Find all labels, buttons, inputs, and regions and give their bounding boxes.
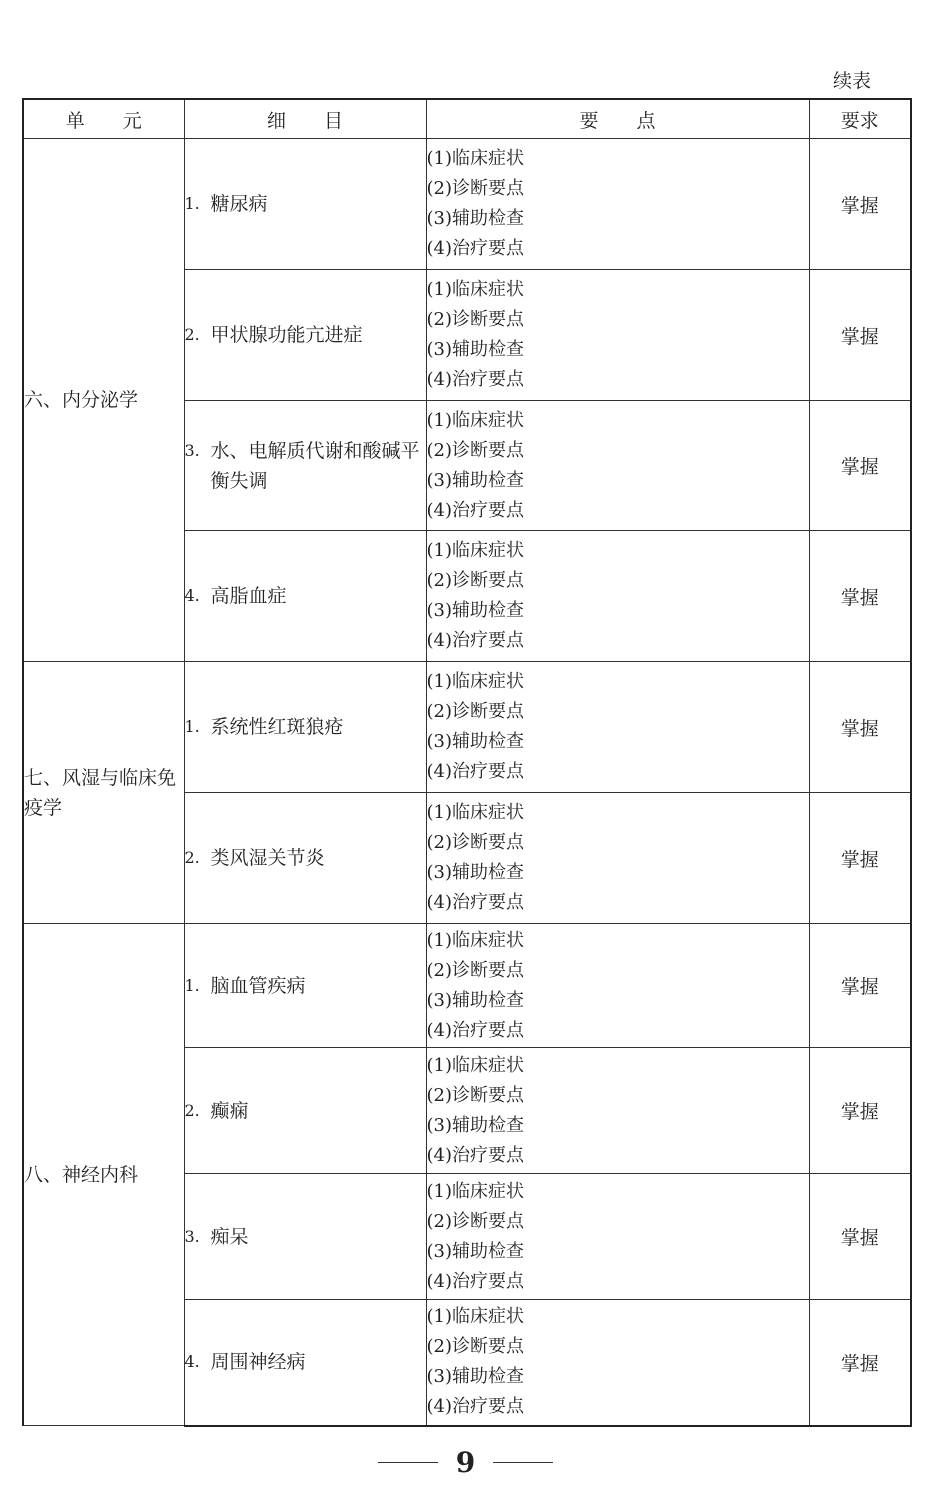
point-line: (3)辅助检查 [426, 731, 524, 752]
item-cell [184, 270, 426, 401]
item-number: 4. [184, 1352, 200, 1372]
points-cell [426, 1048, 809, 1174]
requirement-cell: 掌握 [809, 1048, 911, 1174]
point-line: (2)诊断要点 [426, 701, 524, 722]
point-line: (1)临床症状 [426, 671, 524, 692]
item-number: 2. [184, 325, 200, 344]
point-line: (2)诊断要点 [426, 178, 524, 199]
point-line: (4)治疗要点 [426, 1019, 524, 1041]
item-title: 脑血管疾病 [210, 974, 306, 997]
item-title: 系统性红斑狼疮 [210, 716, 344, 738]
points-cell [426, 924, 809, 1048]
item-title: 癫痫 [210, 1099, 249, 1122]
item-number: 3. [184, 440, 200, 460]
points-cell [426, 1300, 809, 1426]
item-title: 甲状腺功能亢进症 [210, 324, 363, 346]
item-cell [184, 924, 426, 1048]
point-line: (1)临床症状 [426, 540, 524, 561]
requirement-cell: 掌握 [809, 1300, 911, 1426]
item-number: 2. [184, 848, 200, 867]
requirement-cell: 掌握 [809, 270, 911, 401]
unit-cell: 八、神经内科 [23, 924, 184, 1426]
point-line: (2)诊断要点 [426, 1210, 524, 1232]
item-cell [184, 139, 426, 270]
point-line: (1)临床症状 [426, 279, 524, 300]
page-footer [0, 1446, 931, 1479]
point-line: (4)治疗要点 [426, 499, 524, 521]
item-title: 高脂血症 [210, 585, 287, 607]
continued-label: 续表 [832, 70, 871, 92]
points-cell [426, 270, 809, 401]
point-line: (3)辅助检查 [426, 469, 524, 491]
point-line: (2)诊断要点 [426, 309, 524, 330]
point-line: (1)临床症状 [426, 148, 524, 169]
points-cell [426, 793, 809, 924]
item-title: 水、电解质代谢和酸碱平衡失调 [210, 439, 420, 492]
item-title: 类风湿关节炎 [210, 847, 325, 869]
point-line: (2)诊断要点 [426, 832, 524, 853]
requirement-cell: 掌握 [809, 662, 911, 793]
footer-rule-left [378, 1462, 438, 1463]
item-cell [184, 531, 426, 662]
point-line: (2)诊断要点 [426, 570, 524, 591]
point-line: (3)辅助检查 [426, 989, 524, 1011]
header-unit: 单 元 [23, 99, 184, 139]
table-row [23, 924, 911, 1048]
points-cell [426, 1174, 809, 1300]
header-requirement: 要求 [809, 99, 911, 139]
item-number: 3. [184, 1226, 200, 1246]
requirement-cell: 掌握 [809, 793, 911, 924]
header-row [23, 99, 911, 139]
points-cell [426, 662, 809, 793]
point-line: (3)辅助检查 [426, 339, 524, 360]
header-item: 细 目 [184, 99, 426, 139]
requirement-cell: 掌握 [809, 401, 911, 531]
requirement-cell: 掌握 [809, 1174, 911, 1300]
point-line: (4)治疗要点 [426, 238, 524, 259]
item-title: 周围神经病 [210, 1351, 306, 1374]
unit-cell: 六、内分泌学 [23, 139, 184, 662]
requirement-cell: 掌握 [809, 139, 911, 270]
item-number: 1. [184, 717, 200, 736]
point-line: (4)治疗要点 [426, 1144, 524, 1166]
point-line: (2)诊断要点 [426, 1084, 524, 1106]
point-line: (3)辅助检查 [426, 1366, 524, 1388]
point-line: (3)辅助检查 [426, 600, 524, 621]
footer-rule-right [493, 1462, 553, 1463]
requirement-cell: 掌握 [809, 924, 911, 1048]
point-line: (1)临床症状 [426, 929, 524, 951]
point-line: (2)诊断要点 [426, 1336, 524, 1358]
point-line: (4)治疗要点 [426, 761, 524, 782]
page-number: 9 [455, 1446, 476, 1479]
point-line: (3)辅助检查 [426, 1114, 524, 1136]
point-line: (4)治疗要点 [426, 892, 524, 913]
syllabus-table [22, 98, 912, 1427]
point-line: (1)临床症状 [426, 409, 524, 431]
points-cell [426, 401, 809, 531]
point-line: (3)辅助检查 [426, 1240, 524, 1262]
point-line: (3)辅助检查 [426, 862, 524, 883]
item-number: 1. [184, 194, 200, 213]
point-line: (1)临床症状 [426, 802, 524, 823]
item-cell [184, 793, 426, 924]
header-points: 要 点 [426, 99, 809, 139]
item-title: 糖尿病 [210, 193, 268, 215]
points-cell [426, 531, 809, 662]
table-row [23, 662, 911, 793]
item-cell [184, 662, 426, 793]
requirement-cell: 掌握 [809, 531, 911, 662]
point-line: (4)治疗要点 [426, 1396, 524, 1418]
item-cell [184, 401, 426, 531]
point-line: (1)临床症状 [426, 1054, 524, 1076]
point-line: (4)治疗要点 [426, 1270, 524, 1292]
item-cell [184, 1048, 426, 1174]
points-cell [426, 139, 809, 270]
table-row [23, 139, 911, 270]
item-cell [184, 1174, 426, 1300]
point-line: (4)治疗要点 [426, 369, 524, 390]
item-number: 1. [184, 975, 200, 995]
item-number: 2. [184, 1100, 200, 1120]
point-line: (1)临床症状 [426, 1180, 524, 1202]
item-number: 4. [184, 586, 200, 605]
point-line: (2)诊断要点 [426, 439, 524, 461]
point-line: (4)治疗要点 [426, 630, 524, 651]
unit-cell: 七、风湿与临床免疫学 [23, 662, 184, 924]
table-body [23, 139, 911, 1426]
point-line: (3)辅助检查 [426, 208, 524, 229]
item-title: 痴呆 [210, 1225, 249, 1248]
item-cell [184, 1300, 426, 1426]
point-line: (2)诊断要点 [426, 959, 524, 981]
point-line: (1)临床症状 [426, 1306, 524, 1328]
